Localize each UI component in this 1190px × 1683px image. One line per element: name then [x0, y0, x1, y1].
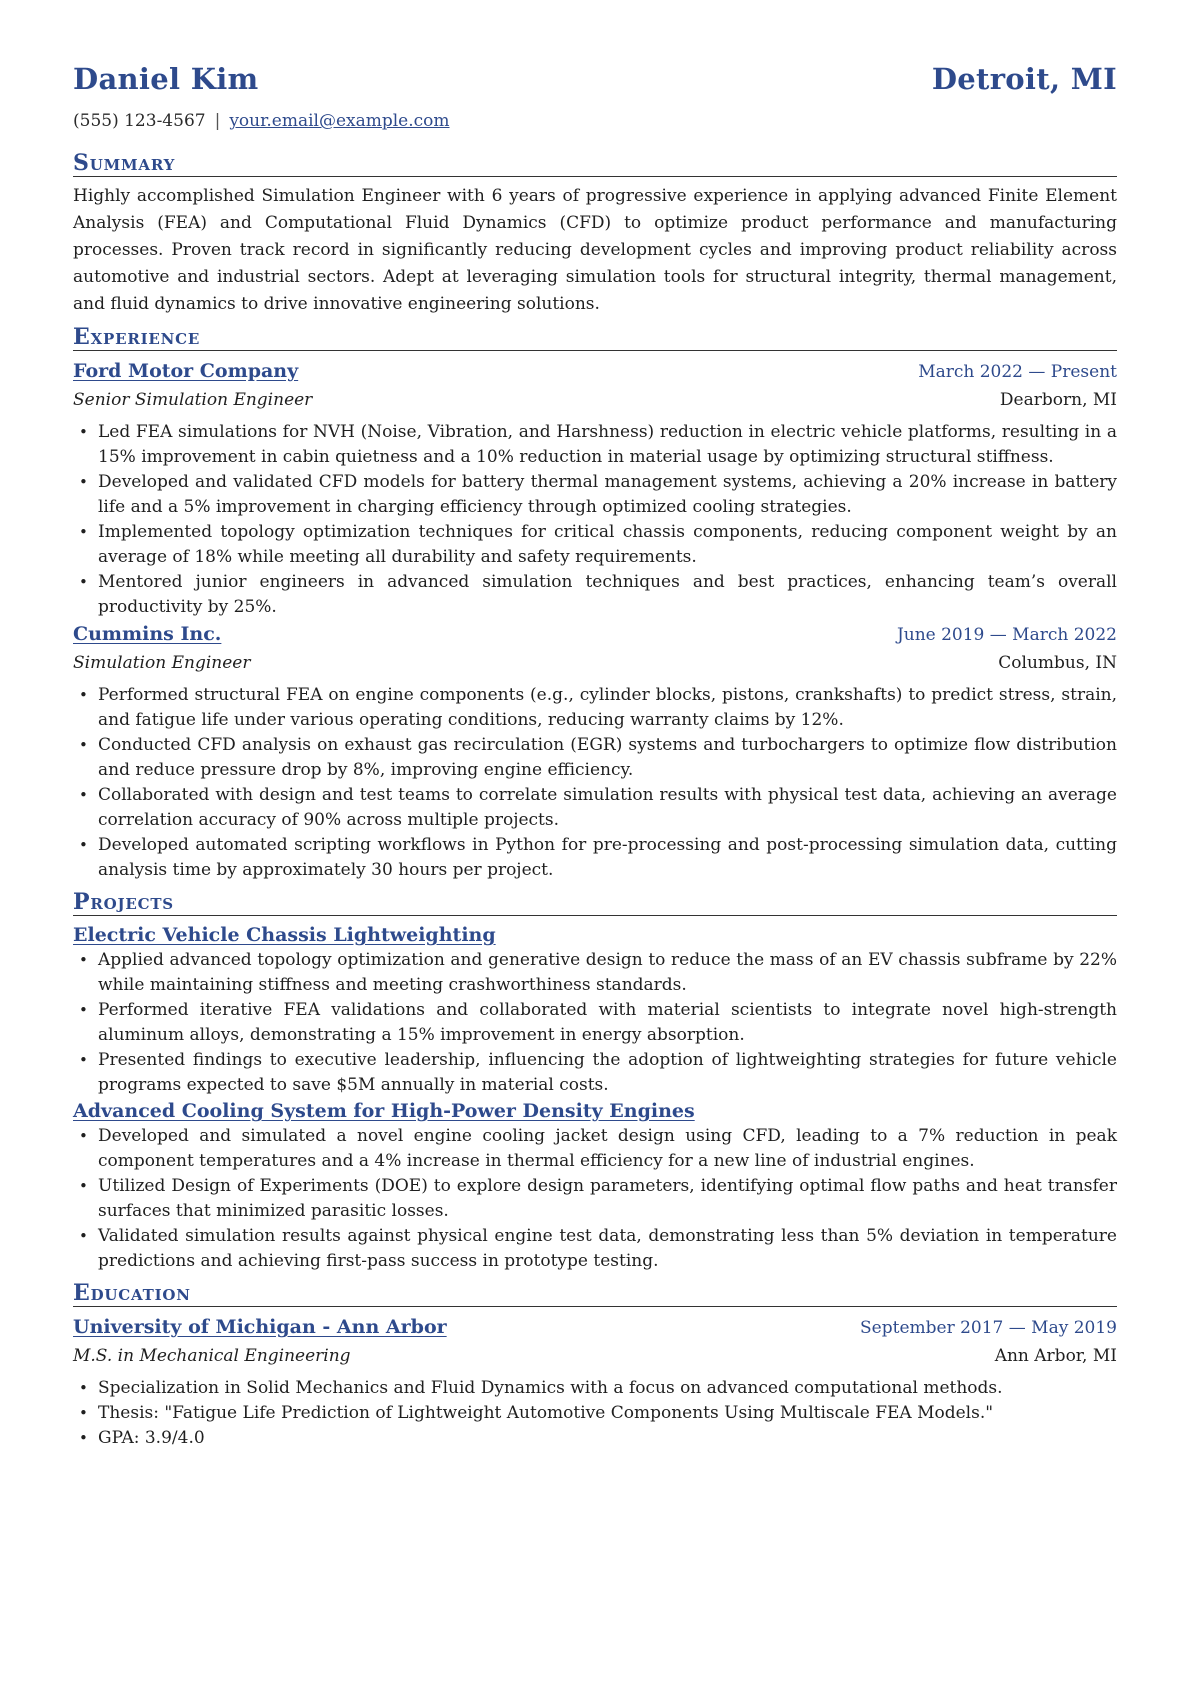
- job-role: Senior Simulation Engineer: [73, 390, 313, 410]
- summary-section: [73, 150, 1117, 318]
- job-bullets: [73, 683, 1117, 883]
- job-subheader: [73, 386, 1117, 414]
- job-entry: [73, 357, 1117, 620]
- job-header: [73, 620, 1117, 649]
- phone-number: (555) 123-4567: [73, 111, 206, 131]
- list-item: • GPA: 3.9/4.0: [73, 1426, 1117, 1451]
- list-item: • Implemented topology optimization techniques for critical chassis components, reducing component weight by an average of 18% while meeting all durability and safety requirements.: [73, 520, 1117, 570]
- list-item: • Thesis: "Fatigue Life Prediction of Lightweight Automotive Components Using Multiscale FEA Models.": [73, 1401, 1117, 1426]
- list-item: • Developed automated scripting workflows in Python for pre-processing and post-processing simulation data, cutting analysis time by approximately 30 hours per project.: [73, 833, 1117, 883]
- project-name: Electric Vehicle Chassis Lightweighting: [73, 924, 496, 946]
- project-entry: [73, 922, 1117, 1098]
- experience-heading: Experience: [73, 324, 1117, 351]
- education-subheader: [73, 1342, 1117, 1370]
- education-dates: September 2017 — May 2019: [860, 1318, 1117, 1338]
- list-item: • Collaborated with design and test teams to correlate simulation results with physical test data, achieving an average correlation accuracy of 90% across multiple projects.: [73, 783, 1117, 833]
- summary-heading: Summary: [73, 150, 1117, 177]
- resume-header: [73, 0, 1117, 150]
- list-item: • Led FEA simulations for NVH (Noise, Vibration, and Harshness) reduction in electric vehicle platforms, resulting in a 15% improvement in cabin quietness and a 10% reduction in material usage by optimizing structural stiffness.: [73, 420, 1117, 470]
- project-entry: [73, 1098, 1117, 1274]
- email-link[interactable]: your.email@example.com: [229, 111, 450, 131]
- job-location: Columbus, IN: [998, 653, 1117, 673]
- list-item: • Developed and validated CFD models for battery thermal management systems, achieving a 20% increase in battery life and a 5% improvement in charging efficiency through optimized cooling strategies.: [73, 470, 1117, 520]
- education-location: Ann Arbor, MI: [994, 1346, 1117, 1366]
- contact-separator: |: [214, 111, 221, 131]
- list-item: • Validated simulation results against physical engine test data, demonstrating less than 5% deviation in temperature predictions and achieving first-pass success in prototype testing.: [73, 1224, 1117, 1274]
- job-header: [73, 357, 1117, 386]
- education-bullets: [73, 1376, 1117, 1451]
- education-heading: Education: [73, 1280, 1117, 1307]
- school-name: University of Michigan - Ann Arbor: [73, 1316, 447, 1338]
- summary-text: Highly accomplished Simulation Engineer with 6 years of progressive experience in applying advanced Finite Element Analysis (FEA) and Computational Fluid Dynamics (CFD) to optimize product performance and manufacturing processes. Proven track record in significantly reducing development cycles and improving product reliability across automotive and industrial sectors. Adept at leveraging simulation tools for structural integrity, thermal management, and fluid dynamics to drive innovative engineering solutions.: [73, 186, 1117, 314]
- job-company: Cummins Inc.: [73, 623, 222, 645]
- job-dates: March 2022 — Present: [918, 362, 1117, 382]
- list-item: • Utilized Design of Experiments (DOE) to explore design parameters, identifying optimal flow paths and heat transfer surfaces that minimized parasitic losses.: [73, 1174, 1117, 1224]
- list-item: • Conducted CFD analysis on exhaust gas recirculation (EGR) systems and turbochargers to optimize flow distribution and reduce pressure drop by 8%, improving engine efficiency.: [73, 733, 1117, 783]
- job-company: Ford Motor Company: [73, 360, 299, 382]
- projects-section: [73, 889, 1117, 1274]
- degree: M.S. in Mechanical Engineering: [73, 1346, 351, 1366]
- contact-line: [73, 111, 450, 131]
- candidate-location: Detroit, MI: [931, 62, 1117, 96]
- job-role: Simulation Engineer: [73, 653, 251, 673]
- list-item: • Performed structural FEA on engine components (e.g., cylinder blocks, pistons, crankshafts) to predict stress, strain, and fatigue life under various operating conditions, reducing warranty claims by 12%.: [73, 683, 1117, 733]
- list-item: • Applied advanced topology optimization and generative design to reduce the mass of an EV chassis subframe by 22% while maintaining stiffness and meeting crashworthiness standards.: [73, 948, 1117, 998]
- education-header: [73, 1313, 1117, 1342]
- project-bullets: [73, 1124, 1117, 1274]
- list-item: • Specialization in Solid Mechanics and Fluid Dynamics with a focus on advanced computational methods.: [73, 1376, 1117, 1401]
- projects-heading: Projects: [73, 889, 1117, 916]
- job-subheader: [73, 649, 1117, 677]
- candidate-name: Daniel Kim: [73, 62, 259, 96]
- job-location: Dearborn, MI: [999, 390, 1117, 410]
- project-bullets: [73, 948, 1117, 1098]
- list-item: • Performed iterative FEA validations and collaborated with material scientists to integrate novel high-strength aluminum alloys, demonstrating a 15% improvement in energy absorption.: [73, 998, 1117, 1048]
- list-item: • Mentored junior engineers in advanced simulation techniques and best practices, enhancing team’s overall productivity by 25%.: [73, 570, 1117, 620]
- list-item: • Presented findings to executive leadership, influencing the adoption of lightweighting strategies for future vehicle programs expected to save $5M annually in material costs.: [73, 1048, 1117, 1098]
- job-dates: June 2019 — March 2022: [896, 625, 1117, 645]
- project-name: Advanced Cooling System for High-Power Density Engines: [73, 1100, 695, 1122]
- experience-section: [73, 324, 1117, 883]
- job-entry: [73, 620, 1117, 883]
- job-bullets: [73, 420, 1117, 620]
- education-section: [73, 1280, 1117, 1451]
- list-item: • Developed and simulated a novel engine cooling jacket design using CFD, leading to a 7% reduction in peak component temperatures and a 4% increase in thermal efficiency for a new line of industrial engines.: [73, 1124, 1117, 1174]
